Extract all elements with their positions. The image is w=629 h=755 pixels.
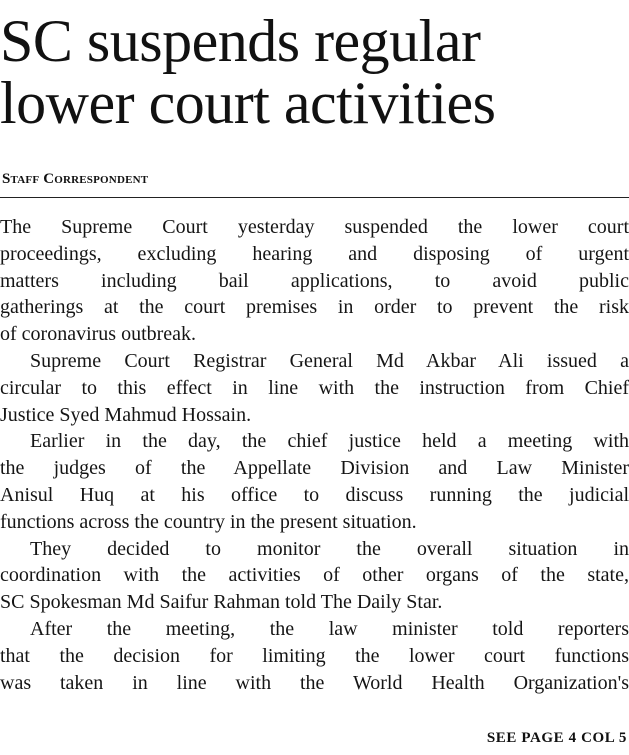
article-line: that the decision for limiting the lower court functions <box>0 644 629 667</box>
article-body <box>0 214 629 696</box>
article-line: gatherings at the court premises in order to prevent the risk <box>0 296 629 319</box>
article-line: After the meeting, the law minister told reporters <box>30 617 629 640</box>
article-line: of coronavirus outbreak. <box>0 323 197 346</box>
byline: Staff Correspondent <box>2 171 149 187</box>
article-line: circular to this effect in line with the instruction from Chief <box>0 376 629 399</box>
article-line: matters including bail applications, to avoid public <box>0 269 629 292</box>
article-line: Justice Syed Mahmud Hossain. <box>0 403 252 426</box>
article-line: They decided to monitor the overall situation in <box>30 537 629 560</box>
article-line: functions across the country in the present situation. <box>0 510 417 533</box>
article-line: SC Spokesman Md Saifur Rahman told The Daily Star. <box>0 591 443 614</box>
article-line: proceedings, excluding hearing and disposing of urgent <box>0 242 629 265</box>
article-line: coordination with the activities of other organs of the state, <box>0 564 629 587</box>
headline-line-1: SC suspends regular <box>0 8 481 74</box>
article-line: Supreme Court Registrar General Md Akbar Ali issued a <box>30 349 629 372</box>
headline <box>0 10 629 134</box>
article-line: The Supreme Court yesterday suspended the lower court <box>0 216 629 238</box>
article-line: Anisul Huq at his office to discuss running the judicial <box>0 483 629 506</box>
byline-divider <box>0 197 629 198</box>
continued-jump-line: SEE PAGE 4 COL 5 <box>486 730 627 746</box>
article-line: the judges of the Appellate Division and Law Minister <box>0 457 629 480</box>
article-line: Earlier in the day, the chief justice held a meeting with <box>30 430 629 453</box>
article-line: was taken in line with the World Health Organization's <box>0 671 629 694</box>
headline-line-2: lower court activities <box>0 70 496 136</box>
